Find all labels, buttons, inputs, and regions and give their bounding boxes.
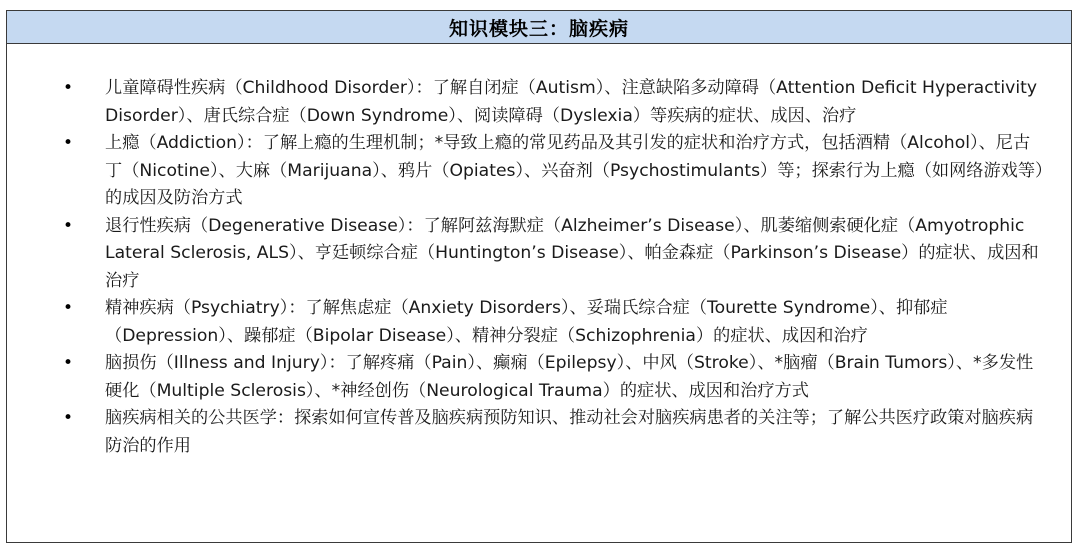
bullet-icon: • (63, 298, 74, 318)
title-bar (7, 11, 1071, 44)
topic-text: 上瘾（Addiction）：了解上瘾的生理机制；*导致上瘾的常见药品及其引发的症状和治疗方式，包括酒精（Alcohol）、尼古丁（Nicotine）、大麻（Marijuana）、鸦片（Opiates）、兴奋剂（Psychostimulants）等；探索行为上瘾（如网络游戏等）的成因及防治方式 (105, 133, 1044, 208)
bullet-icon: • (63, 78, 74, 98)
topic-text: 脑损伤（Illness and Injury）：了解疼痛（Pain）、癫痫（Epilepsy）、中风（Stroke）、*脑瘤（Brain Tumors）、*多发性硬化（Multiple Sclerosis）、*神经创伤（Neurological Trauma）的症状、成因和治疗方式 (105, 353, 1034, 401)
module-box (6, 10, 1072, 543)
topic-text: 脑疾病相关的公共医学：探索如何宣传普及脑疾病预防知识、推动社会对脑疾病患者的关注等；了解公共医疗政策对脑疾病防治的作用 (105, 408, 1034, 456)
bullet-icon: • (63, 408, 74, 428)
topic-text: 退行性疾病（Degenerative Disease）：了解阿兹海默症（Alzheimer’s Disease）、肌萎缩侧索硬化症（Amyotrophic Lateral Sclerosis, ALS）、亨廷顿综合症（Huntington’s Disease）、帕金森症（Parkinson’s Disease）的症状、成因和治疗 (105, 215, 1039, 291)
topic-text: 精神疾病（Psychiatry）：了解焦虑症（Anxiety Disorders）、妥瑞氏综合症（Tourette Syndrome）、抑郁症（Depression）、躁郁症（Bipolar Disease）、精神分裂症（Schizophrenia）的症状、成因和治疗 (105, 298, 948, 346)
topic-item-psychiatry (7, 295, 1071, 350)
topic-item-addiction (7, 130, 1071, 213)
topic-item-illness-injury (7, 350, 1071, 405)
topic-list-container (7, 75, 1071, 460)
bullet-icon: • (63, 215, 74, 236)
topic-item-childhood-disorder (7, 75, 1071, 130)
bullet-icon: • (63, 353, 74, 373)
topic-text: 儿童障碍性疾病（Childhood Disorder）：了解自闭症（Autism）、注意缺陷多动障碍（Attention Deficit Hyperactivity Disorder）、唐氏综合症（Down Syndrome）、阅读障碍（Dyslexia）等疾病的症状、成因、治疗 (105, 78, 1038, 126)
module-title: 知识模块三：脑疾病 (448, 17, 629, 40)
topic-list (7, 75, 1071, 460)
topic-item-public-medicine (7, 405, 1071, 460)
topic-item-degenerative-disease (7, 213, 1071, 296)
bullet-icon: • (63, 133, 74, 153)
